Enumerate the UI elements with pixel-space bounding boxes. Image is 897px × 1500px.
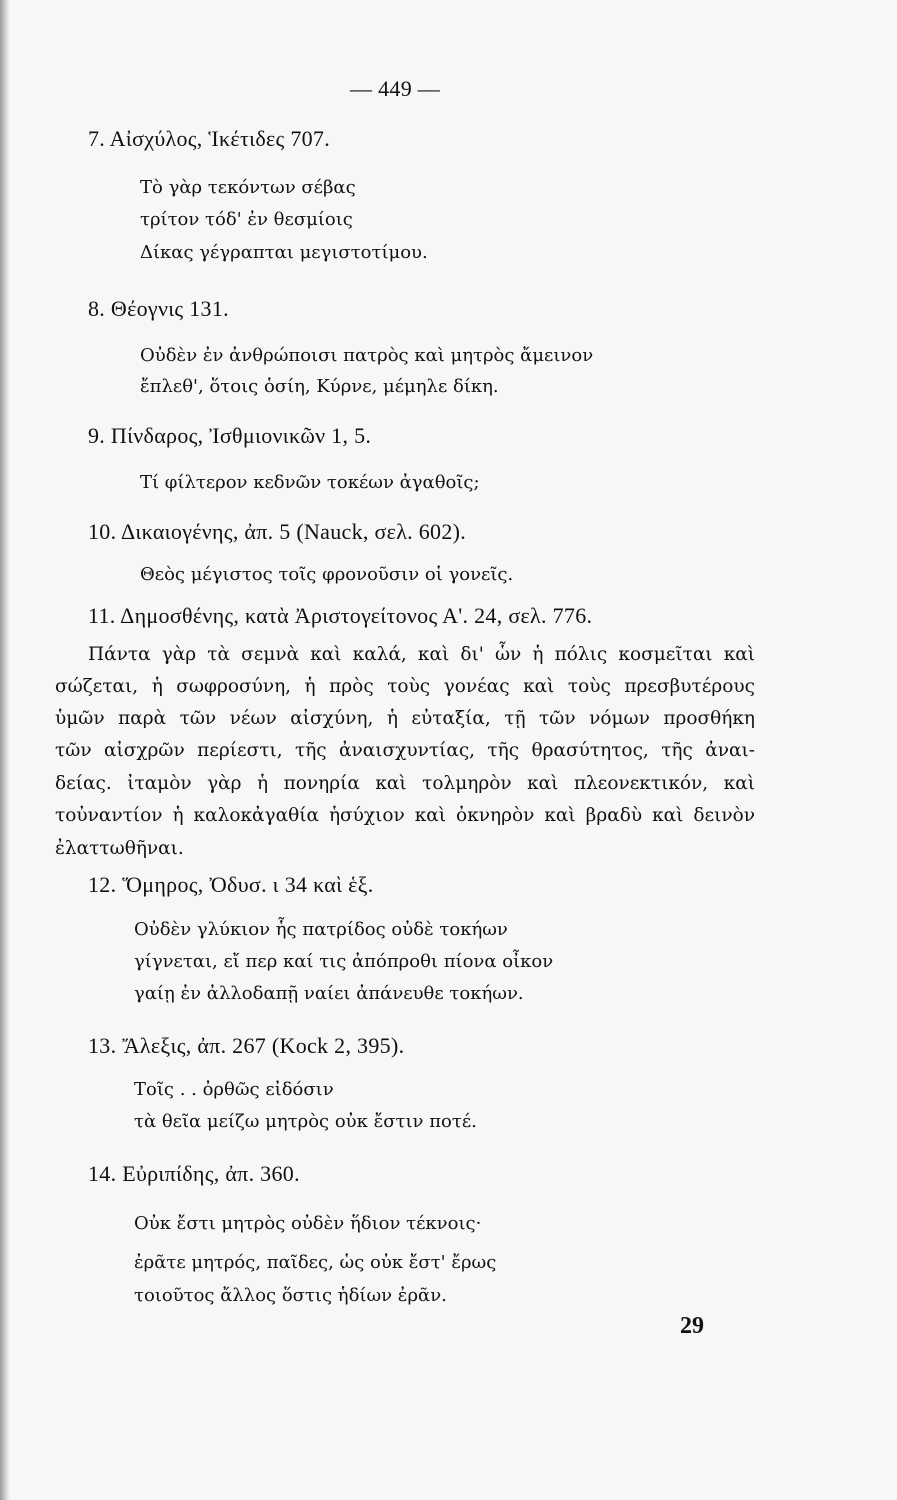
verse-line: Τοῖς . . ὀρθῶς εἰδόσιν	[134, 1079, 334, 1100]
verse-line: γαίῃ ἐν ἀλλοδαπῇ ναίει ἀπάνευθε τοκήων.	[134, 983, 524, 1004]
verse-line: Τὸ γὰρ τεκόντων σέβας	[140, 177, 356, 198]
entry-heading: 14. Εὐριπίδης, ἀπ. 360.	[88, 1161, 300, 1186]
verse-line: Οὐδὲν ἐν ἀνθρώποισι πατρὸς καὶ μητρὸς ἄμεινον	[140, 345, 594, 366]
prose-line: ὑμῶν παρὰ τῶν νέων αἰσχύνη, ἡ εὐταξία, τῇ τῶν νόμων προσθήκη	[55, 708, 755, 729]
verse-line: Τί φίλτερον κεδνῶν τοκέων ἀγαθοῖς;	[140, 472, 480, 493]
entry-heading: 7. Αἰσχύλος, Ἱκέτιδες 707.	[88, 126, 331, 151]
verse-line: Οὐκ ἔστι μητρὸς οὐδὲν ἥδιον τέκνοις·	[134, 1213, 482, 1234]
verse-line: Δίκας γέγραπται μεγιστοτίμου.	[140, 242, 428, 263]
verse-line: ἐρᾶτε μητρός, παῖδες, ὡς οὐκ ἔστ' ἔρως	[134, 1252, 497, 1273]
verse-line: Θεὸς μέγιστος τοῖς φρονοῦσιν οἱ γονεῖς.	[140, 564, 514, 585]
prose-line: Πάντα γὰρ τὰ σεμνὰ καὶ καλά, καὶ δι' ὧν ἡ πόλις κοσμεῖται καὶ	[88, 644, 755, 665]
prose-line: δείας. ἰταμὸν γὰρ ἡ πονηρία καὶ τολμηρὸν καὶ πλεονεκτικόν, καὶ	[55, 773, 755, 794]
verse-line: γίγνεται, εἴ περ καί τις ἀπόπροθι πίονα οἶκον	[134, 951, 554, 972]
entry-heading: 9. Πίνδαρος, Ἰσθμιονικῶν 1, 5.	[88, 423, 372, 448]
verse-line: τοιοῦτος ἄλλος ὅστις ἡδίων ἐρᾶν.	[134, 1285, 447, 1306]
verse-line: ἔπλεθ', ὅτοις ὁσίη, Κύρνε, μέμηλε δίκη.	[140, 376, 499, 397]
signature-number: 29	[680, 1313, 704, 1339]
scan-edge-shadow	[0, 0, 10, 1500]
entry-heading: 13. Ἄλεξις, ἀπ. 267 (Kock 2, 395).	[88, 1033, 405, 1058]
verse-line: Οὐδὲν γλύκιον ἧς πατρίδος οὐδὲ τοκήων	[134, 919, 508, 940]
verse-line: τὰ θεῖα μείζω μητρὸς οὐκ ἔστιν ποτέ.	[134, 1111, 477, 1132]
prose-line: σώζεται, ἡ σωφροσύνη, ἡ πρὸς τοὺς γονέας καὶ τοὺς πρεσβυτέρους	[55, 676, 755, 697]
entry-heading: 8. Θέογνις 131.	[88, 296, 229, 321]
prose-line: τοὐναντίον ἡ καλοκἀγαθία ἡσύχιον καὶ ὀκνηρὸν καὶ βραδὺ καὶ δεινὸν	[55, 805, 755, 826]
prose-line: ἐλαττωθῆναι.	[55, 838, 184, 859]
entry-heading: 12. Ὅμηρος, Ὀδυσ. ι 34 καὶ ἑξ.	[88, 872, 374, 897]
running-head: — 449 —	[350, 76, 441, 101]
verse-line: τρίτον τόδ' ἐν θεσμίοις	[140, 209, 353, 230]
prose-line: τῶν αἰσχρῶν περίεστι, τῆς ἀναισχυντίας, τῆς θρασύτητος, τῆς ἀναι-	[55, 740, 755, 761]
entry-heading: 10. Δικαιογένης, ἀπ. 5 (Nauck, σελ. 602).	[88, 519, 467, 544]
entry-heading: 11. Δημοσθένης, κατὰ Ἀριστογείτονος Α'. 24, σελ. 776.	[88, 603, 593, 628]
